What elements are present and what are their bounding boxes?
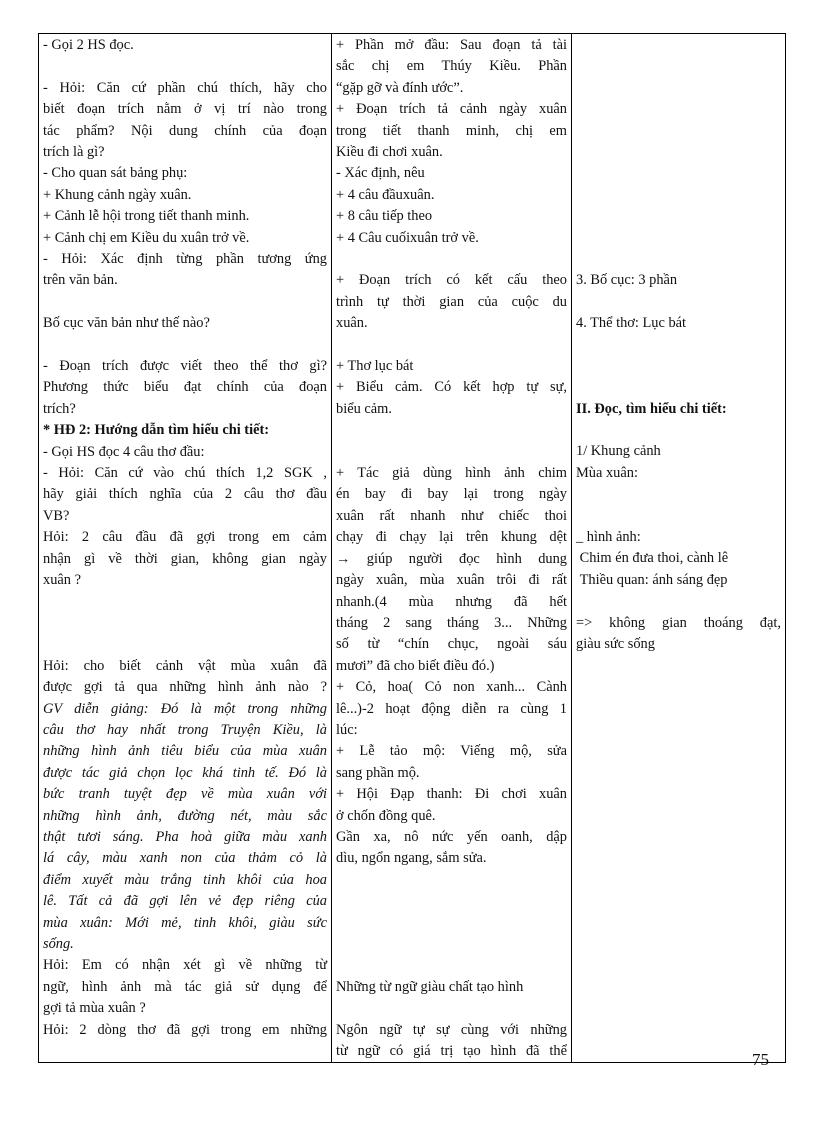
text-line: Mùa xuân:: [576, 464, 638, 481]
text-line: + Thơ lục bát: [336, 358, 414, 375]
text-line: + Hội Đạp thanh: Đi chơi xuân: [336, 786, 567, 803]
text-line: trên văn bản.: [43, 272, 118, 289]
text-line: được tác giả chọn lọc khá tinh tế. Đó là: [43, 764, 327, 781]
text-line: [336, 913, 567, 934]
text-line: + Cảnh chị em Kiều du xuân trở về.: [43, 229, 250, 246]
text-line: Những từ ngữ giàu chất tạo hình: [336, 978, 524, 995]
text-line: [336, 955, 567, 976]
text-line: - Gọi 2 HS đọc.: [43, 37, 134, 53]
text-line: - Gọi HS đọc 4 câu thơ đầu:: [43, 443, 205, 460]
page-number: 75: [752, 1050, 769, 1069]
text-line: [336, 998, 567, 1019]
text-line: thật tươi sáng. Pha hoà giữa màu xanh: [43, 828, 327, 845]
text-line: [336, 891, 567, 912]
lesson-content-column: [572, 34, 786, 1063]
text-line: biểu cảm.: [336, 400, 392, 417]
text-line: + Biểu cảm. Có kết hợp tự sự,: [336, 379, 567, 396]
text-line: điểm xuyết màu trắng tinh khôi của hoa: [43, 871, 327, 888]
text-line: những hình ảnh tiêu biểu của mùa xuân: [43, 743, 327, 760]
text-line: _ hình ảnh:: [576, 529, 641, 546]
text-line: trình tự thời gian của cuộc du: [336, 293, 567, 310]
text-line: [576, 142, 781, 163]
text-line: ngữ, hình ảnh mà tác giả sử dụng để: [43, 978, 327, 995]
text-line: sống.: [43, 935, 74, 952]
text-line: + Cảnh lễ hội trong tiết thanh minh.: [43, 208, 250, 225]
text-line: Hỏi: 2 dòng thơ đã gợi trong em những: [43, 1021, 327, 1038]
text-line: hãy giải thích nghĩa của 2 câu thơ đầu: [43, 486, 327, 503]
text-line: [43, 335, 327, 356]
text-line: [43, 634, 327, 655]
text-line: mươi” đã cho biết điều đó.): [336, 657, 495, 674]
text-line: từ ngữ có giá trị tạo hình đã thể: [336, 1042, 567, 1059]
text-line: Hỏi: Em có nhận xét gì về những từ: [43, 957, 327, 974]
text-line: lá cây, màu xanh non của thảm cỏ là: [43, 850, 327, 867]
text-line: được gợi tả qua những hình ảnh nào ?: [43, 679, 327, 696]
text-line: trích là gì?: [43, 144, 105, 161]
text-line: [576, 56, 781, 77]
text-line: - Hỏi: Xác định từng phần tương ứng: [43, 251, 327, 268]
text-line: 4. Thể thơ: Lục bát: [576, 315, 687, 332]
text-line: Bố cục văn bản như thế nào?: [43, 315, 210, 332]
text-line: nhận gì về thời gian, không gian ngày: [43, 550, 327, 567]
text-line: [336, 870, 567, 891]
text-line: [576, 356, 781, 377]
text-line: gợi tả mùa xuân ?: [43, 1000, 146, 1017]
text-line: [576, 228, 781, 249]
text-line: biết đoạn trích nằm ở vị trí nào trong: [43, 101, 327, 118]
text-line: số từ “chín chục, ngoài sáu: [336, 636, 567, 653]
text-line: [576, 506, 781, 527]
text-line: mùa xuân: Mới mẻ, tinh khôi, giàu sức: [43, 914, 327, 931]
text-line: én bay đi bay lại trong ngày: [336, 486, 567, 503]
text-line: + Đoạn trích tả cảnh ngày xuân: [336, 101, 567, 118]
text-line: Chim én đưa thoi, cành lê: [576, 550, 729, 567]
text-line: [43, 592, 327, 613]
text-line: [336, 249, 567, 270]
text-line: VB?: [43, 507, 70, 524]
text-line: [576, 484, 781, 505]
text-line: Hỏi: 2 câu đầu đã gợi trong em cảm: [43, 529, 327, 546]
text-line: - Hỏi: Căn cứ vào chú thích 1,2 SGK ,: [43, 465, 327, 482]
text-line: sắc chị em Thúy Kiều. Phần: [336, 58, 567, 75]
text-line: → giúp người đọc hình dung: [336, 550, 567, 567]
text-line: Gần xa, nô nức yến oanh, dập: [336, 828, 567, 845]
text-line: [576, 121, 781, 142]
text-line: [576, 163, 781, 184]
text-line: - Hỏi: Căn cứ phần chú thích, hãy cho: [43, 79, 327, 96]
text-line: [576, 377, 781, 398]
text-line: [336, 934, 567, 955]
text-line: [576, 99, 781, 120]
text-line: + Phần mở đầu: Sau đoạn tả tài: [336, 37, 567, 53]
text-line: + Đoạn trích có kết cấu theo: [336, 272, 567, 289]
text-line: những hình ảnh, đường nét, màu sắc: [43, 807, 327, 824]
text-line: “gặp gỡ và đính ước”.: [336, 79, 464, 96]
text-line: ở chốn đồng quê.: [336, 807, 436, 824]
text-line: [336, 420, 567, 441]
text-line: [576, 185, 781, 206]
text-line: tháng 2 sang tháng 3... Những: [336, 614, 567, 631]
text-line: trích?: [43, 400, 76, 417]
table-row: [39, 34, 786, 1063]
text-line: - Đoạn trích được viết theo thể thơ gì?: [43, 358, 327, 375]
text-line: bức tranh tuyệt đẹp về mùa xuân với: [43, 786, 327, 803]
text-line: nhanh.(4 mùa nhưng đã hết: [336, 593, 567, 610]
text-line: [576, 335, 781, 356]
text-line: + 8 câu tiếp theo: [336, 208, 433, 225]
text-line: Hỏi: cho biết cảnh vật mùa xuân đã: [43, 657, 327, 674]
text-line: lê...)-2 hoạt động diễn ra cùng 1: [336, 700, 567, 717]
text-line: - Cho quan sát bảng phụ:: [43, 165, 188, 182]
teacher-activity-column: [39, 34, 332, 1063]
text-line: + Khung cảnh ngày xuân.: [43, 186, 192, 203]
text-line: Kiều đi chơi xuân.: [336, 144, 443, 161]
text-line: giàu sức sống: [576, 636, 655, 653]
text-line: + Tác giả dùng hình ảnh chim: [336, 465, 567, 482]
text-line: II. Đọc, tìm hiểu chi tiết:: [576, 400, 727, 417]
text-line: * HĐ 2: Hướng dẫn tìm hiểu chi tiết:: [43, 422, 270, 439]
text-line: [576, 78, 781, 99]
text-line: + Lễ tảo mộ: Viếng mộ, sửa: [336, 743, 567, 760]
text-line: => không gian thoáng đạt,: [576, 614, 781, 631]
text-line: tác phẩm? Nội dung chính của đoạn: [43, 122, 327, 139]
text-line: + 4 câu đầuxuân.: [336, 186, 435, 203]
text-line: 3. Bố cục: 3 phần: [576, 272, 678, 289]
text-line: [336, 335, 567, 356]
text-line: xuân rất nhanh như chiếc thoi: [336, 507, 567, 524]
text-line: lúc:: [336, 721, 358, 738]
student-activity-column: [332, 34, 572, 1063]
text-line: [43, 613, 327, 634]
text-line: [576, 35, 781, 56]
text-line: câu thơ hay nhất trong Truyện Kiều, là: [43, 721, 327, 738]
text-line: lê. Tất cả đã gợi lên vẻ đẹp riêng của: [43, 893, 327, 910]
lesson-plan-table: [38, 33, 786, 1063]
text-line: [576, 206, 781, 227]
text-line: 1/ Khung cảnh: [576, 443, 661, 460]
text-line: Thiều quan: ánh sáng đẹp: [576, 571, 728, 588]
text-line: trong tiết thanh minh, chị em: [336, 122, 567, 139]
text-line: ngày xuân, mùa xuân trôi đi rất: [336, 572, 567, 589]
text-line: xuân.: [336, 315, 368, 332]
text-line: [576, 420, 781, 441]
text-line: chạy đi chạy lại trên khung dệt: [336, 529, 567, 546]
text-line: GV diễn giảng: Đó là một trong những: [43, 700, 327, 717]
text-line: [576, 249, 781, 270]
text-line: + Cỏ, hoa( Cỏ non xanh... Cành: [336, 679, 567, 696]
text-line: dìu, ngổn ngang, sắm sửa.: [336, 850, 487, 867]
text-line: [576, 591, 781, 612]
text-line: Phương thức biểu đạt chính của đoạn: [43, 379, 327, 396]
text-line: sang phần mộ.: [336, 764, 420, 781]
text-line: xuân ?: [43, 572, 81, 589]
text-line: [43, 292, 327, 313]
text-line: Ngôn ngữ tự sự cùng với những: [336, 1021, 567, 1038]
text-line: + 4 Câu cuốixuân trở về.: [336, 229, 479, 246]
text-line: - Xác định, nêu: [336, 165, 425, 182]
text-line: [576, 292, 781, 313]
text-line: [336, 442, 567, 463]
text-line: [43, 56, 327, 77]
